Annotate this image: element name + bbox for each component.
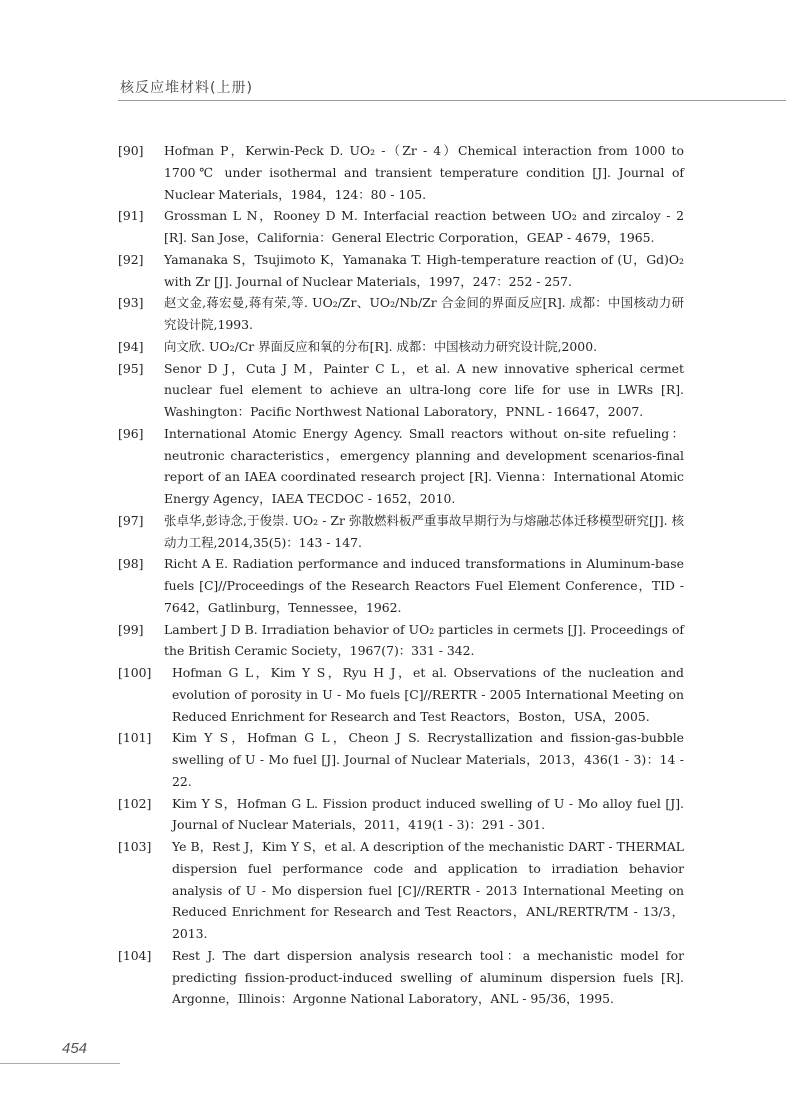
reference-number: [103] (118, 839, 152, 854)
reference-text: Ye B，Rest J，Kim Y S，et al. A description of the mechanistic DART - THERMAL dispersion fuel performance code and application to irradiation behavior analysis of U - Mo dispersion fuel [C]//RERTR - 2013 International Meeting on Reduced Enrichment for Research and Test Reactors，ANL/RERTR/TM - 13/3，2013. (172, 839, 684, 941)
reference-item (118, 727, 684, 792)
reference-text: Senor D J，Cuta J M，Painter C L，et al. A new innovative spherical cermet nuclear fuel element to achieve an ultra-long core life for use in LWRs [R]. Washington：Pacific Northwest National Laboratory，PNNL - 16647，2007. (164, 360, 684, 419)
reference-number: [97] (118, 512, 144, 528)
reference-text: Kim Y S，Hofman G L. Fission product induced swelling of U - Mo alloy fuel [J]. Journal of Nuclear Materials，2011，419(1 - 3)：291 - 301. (172, 795, 684, 833)
reference-item (118, 510, 684, 554)
footer-rule (0, 1063, 120, 1064)
reference-text: Richt A E. Radiation performance and induced transformations in Aluminum-base fuels [C]//Proceedings of the Research Reactors Fuel Element Conference，TID - 7642，Gatlinburg，Tennessee，1962. (164, 556, 684, 615)
reference-number: [90] (118, 143, 144, 158)
reference-item (118, 945, 684, 1010)
reference-text: 向文欣. UO₂/Cr 界面反应和氧的分布[R]. 成都：中国核动力研究设计院,2000. (164, 338, 598, 354)
reference-item (118, 249, 684, 293)
running-header-title: 核反应堆材料(上册) (120, 80, 253, 96)
reference-text: Kim Y S，Hofman G L，Cheon J S. Recrystallization and fission-gas-bubble swelling of U - Mo fuel [J]. Journal of Nuclear Materials，2013，436(1 - 3)：14 - 22. (172, 730, 684, 789)
reference-item (118, 423, 684, 510)
reference-item (118, 619, 684, 663)
reference-item (118, 292, 684, 336)
reference-number: [93] (118, 295, 144, 311)
reference-text: 赵文金,蒋宏曼,蒋有荣,等. UO₂/Zr、UO₂/Nb/Zr 合金间的界面反应[R]. 成都：中国核动力研究设计院,1993. (164, 295, 684, 332)
reference-item (118, 553, 684, 618)
reference-item (118, 793, 684, 837)
reference-list (118, 140, 684, 1010)
reference-text: Rest J. The dart dispersion analysis research tool：a mechanistic model for predicting fission-product-induced swelling of aluminum dispersion fuels [R]. Argonne，Illinois：Argonne National Laboratory，ANL - 95/36，1995. (172, 947, 684, 1007)
header-rule (118, 100, 786, 101)
reference-text: Grossman L N，Rooney D M. Interfacial reaction between UO₂ and zircaloy - 2 [R]. San Jose，California：General Electric Corporation，GEAP - 4679，1965. (164, 208, 684, 245)
reference-text: 张卓华,彭诗念,于俊崇. UO₂ - Zr 弥散燃料板严重事故早期行为与熔融芯体迁移模型研究[J]. 核动力工程,2014,35(5)：143 - 147. (164, 512, 684, 550)
reference-number: [96] (118, 425, 144, 441)
reference-number: [95] (118, 360, 144, 376)
reference-item (118, 662, 684, 727)
page-number: 454 (62, 1040, 88, 1057)
reference-text: Hofman P，Kerwin-Peck D. UO₂ -（Zr - 4）Chemical interaction from 1000 to 1700℃ under isothermal and transient temperature condition [J]. Journal of Nuclear Materials，1984，124：80 - 105. (164, 143, 684, 202)
reference-number: [98] (118, 556, 144, 572)
reference-text: Lambert J D B. Irradiation behavior of UO₂ particles in cermets [J]. Proceedings of the British Ceramic Society，1967(7)：331 - 342. (164, 621, 684, 659)
reference-number: [104] (118, 947, 152, 963)
reference-number: [94] (118, 338, 144, 354)
reference-item (118, 140, 684, 205)
reference-item (118, 205, 684, 249)
reference-item (118, 336, 684, 358)
reference-item (118, 358, 684, 423)
reference-number: [92] (118, 251, 144, 267)
reference-number: [99] (118, 621, 144, 637)
reference-text: Yamanaka S，Tsujimoto K，Yamanaka T. High-temperature reaction of (U，Gd)O₂ with Zr [J]. Journal of Nuclear Materials，1997，247：252 - 257. (164, 251, 684, 289)
reference-number: [91] (118, 208, 144, 224)
reference-item (118, 836, 684, 945)
reference-number: [100] (118, 665, 152, 680)
reference-number: [101] (118, 730, 152, 746)
reference-text: International Atomic Energy Agency. Small reactors without on-site refueling：neutronic characteristics，emergency planning and development scenarios-final report of an IAEA coordinated research project [R]. Vienna：International Atomic Energy Agency，IAEA TECDOC - 1652，2010. (164, 425, 684, 506)
reference-text: Hofman G L，Kim Y S，Ryu H J，et al. Observations of the nucleation and evolution of porosity in U - Mo fuels [C]//RERTR - 2005 International Meeting on Reduced Enrichment for Research and Test Reactors，Boston，USA，2005. (172, 665, 684, 724)
reference-number: [102] (118, 795, 152, 811)
